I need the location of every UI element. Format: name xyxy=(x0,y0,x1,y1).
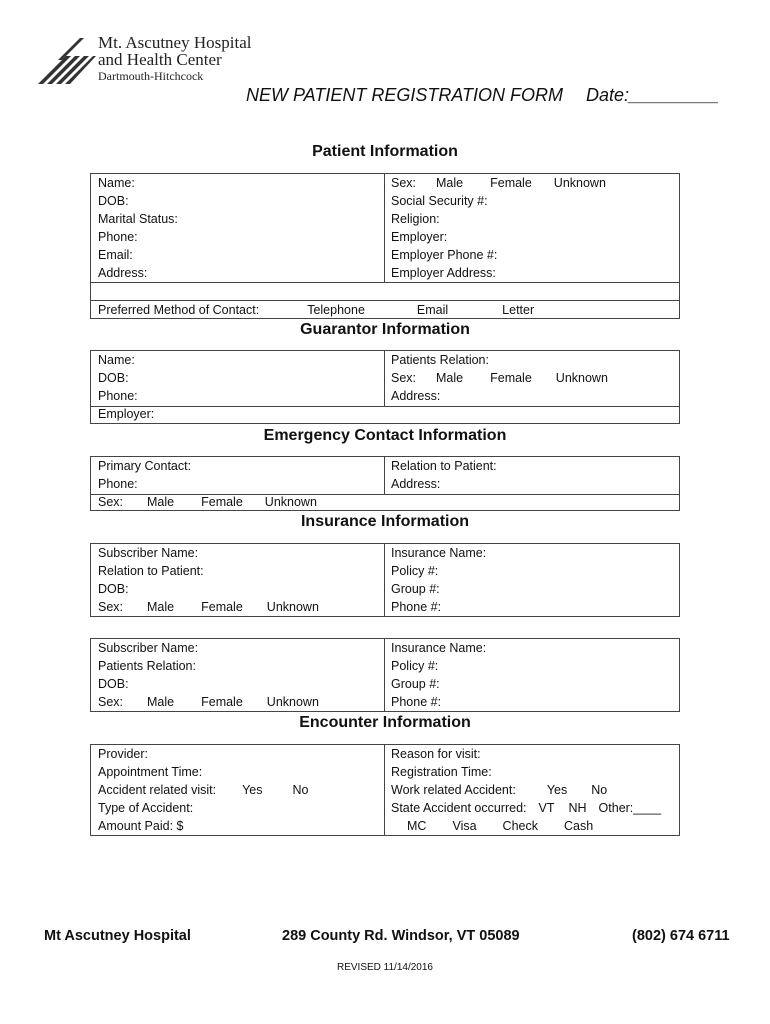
guarantor-name-field[interactable]: Name: xyxy=(98,353,135,367)
accident-type-field[interactable]: Type of Accident: xyxy=(98,801,194,815)
primary-group-field[interactable]: Group #: xyxy=(391,582,440,596)
emergency-section-title: Emergency Contact Information xyxy=(263,427,507,444)
work-related-row xyxy=(391,781,661,799)
pay-mc-option[interactable]: MC xyxy=(407,819,427,833)
primary-sex-row xyxy=(98,598,319,616)
emergency-phone-field[interactable]: Phone: xyxy=(98,477,138,491)
patient-phone-field[interactable]: Phone: xyxy=(98,230,138,244)
logo-line-1: Mt. Ascutney Hospital xyxy=(98,33,252,52)
patient-employer-phone-field[interactable]: Employer Phone #: xyxy=(391,248,498,262)
secondary-insurance-box xyxy=(90,638,680,712)
appointment-time-field[interactable]: Appointment Time: xyxy=(98,765,203,779)
encounter-info-box xyxy=(90,744,680,836)
state-other-field[interactable]: Other:____ xyxy=(598,801,662,815)
sex-female-option[interactable]: Female xyxy=(490,371,532,385)
work-related-label: Work related Accident: xyxy=(391,783,516,797)
work-no-option[interactable]: No xyxy=(591,783,608,797)
primary-dob-field[interactable]: DOB: xyxy=(98,582,129,596)
amount-paid-field[interactable]: Amount Paid: $ xyxy=(98,819,184,833)
encounter-section-title: Encounter Information xyxy=(299,714,471,731)
primary-subscriber-name-field[interactable]: Subscriber Name: xyxy=(98,546,199,560)
guarantor-info-box xyxy=(90,350,680,424)
secondary-sex-row xyxy=(98,693,319,711)
patient-religion-field[interactable]: Religion: xyxy=(391,212,440,226)
patient-name-field[interactable]: Name: xyxy=(98,176,135,190)
secondary-policy-field[interactable]: Policy #: xyxy=(391,659,439,673)
secondary-subscriber-name-field[interactable]: Subscriber Name: xyxy=(98,641,199,655)
pay-check-option[interactable]: Check xyxy=(502,819,538,833)
hospital-logo xyxy=(36,32,276,88)
patient-dob-field[interactable]: DOB: xyxy=(98,194,129,208)
footer-address: 289 County Rd. Windsor, VT 05089 xyxy=(282,928,520,944)
sex-unknown-option[interactable]: Unknown xyxy=(266,600,319,614)
row-divider xyxy=(91,282,679,283)
guarantor-relation-field[interactable]: Patients Relation: xyxy=(391,353,489,367)
sex-female-option[interactable]: Female xyxy=(201,495,243,509)
preferred-contact-row xyxy=(98,301,534,319)
primary-insurance-box xyxy=(90,543,680,617)
state-accident-row xyxy=(391,799,661,817)
emergency-relation-field[interactable]: Relation to Patient: xyxy=(391,459,497,473)
revision-date: REVISED 11/14/2016 xyxy=(337,962,433,973)
primary-policy-field[interactable]: Policy #: xyxy=(391,564,439,578)
sex-male-option[interactable]: Male xyxy=(436,176,464,190)
logo-stripes-icon xyxy=(36,36,96,88)
footer-phone: (802) 674 6711 xyxy=(632,928,730,944)
sex-label: Sex: xyxy=(98,495,124,509)
patient-sex-row xyxy=(391,174,606,192)
pay-visa-option[interactable]: Visa xyxy=(452,819,477,833)
reason-for-visit-field[interactable]: Reason for visit: xyxy=(391,747,481,761)
work-yes-option[interactable]: Yes xyxy=(546,783,568,797)
guarantor-phone-field[interactable]: Phone: xyxy=(98,389,138,403)
state-nh-option[interactable]: NH xyxy=(568,801,587,815)
sex-unknown-option[interactable]: Unknown xyxy=(555,371,608,385)
row-divider xyxy=(91,406,679,407)
guarantor-address-field[interactable]: Address: xyxy=(391,389,441,403)
patient-marital-field[interactable]: Marital Status: xyxy=(98,212,178,226)
sex-unknown-option[interactable]: Unknown xyxy=(266,695,319,709)
secondary-phone-field[interactable]: Phone #: xyxy=(391,695,442,709)
insurance-section-title: Insurance Information xyxy=(300,513,470,530)
secondary-group-field[interactable]: Group #: xyxy=(391,677,440,691)
footer-hospital-name: Mt Ascutney Hospital xyxy=(44,928,191,944)
sex-female-option[interactable]: Female xyxy=(490,176,532,190)
guarantor-sex-row xyxy=(391,369,608,387)
emergency-primary-contact-field[interactable]: Primary Contact: xyxy=(98,459,192,473)
patient-info-box xyxy=(90,173,680,319)
sex-label: Sex: xyxy=(98,600,124,614)
patient-ssn-field[interactable]: Social Security #: xyxy=(391,194,488,208)
payment-method-row xyxy=(391,817,661,835)
patient-employer-field[interactable]: Employer: xyxy=(391,230,448,244)
secondary-dob-field[interactable]: DOB: xyxy=(98,677,129,691)
sex-male-option[interactable]: Male xyxy=(436,371,464,385)
guarantor-section-title: Guarantor Information xyxy=(300,321,470,338)
preferred-contact-label: Preferred Method of Contact: xyxy=(98,303,260,317)
column-divider xyxy=(384,351,385,406)
column-divider xyxy=(384,745,385,835)
guarantor-employer-field[interactable]: Employer: xyxy=(98,407,155,421)
form-title: NEW PATIENT REGISTRATION FORM xyxy=(246,85,563,105)
sex-female-option[interactable]: Female xyxy=(201,600,243,614)
sex-unknown-option[interactable]: Unknown xyxy=(264,495,317,509)
pay-cash-option[interactable]: Cash xyxy=(563,819,594,833)
column-divider xyxy=(384,174,385,282)
emergency-sex-row xyxy=(98,493,317,511)
sex-male-option[interactable]: Male xyxy=(147,495,175,509)
sex-unknown-option[interactable]: Unknown xyxy=(553,176,606,190)
emergency-info-box xyxy=(90,456,680,511)
primary-phone-field[interactable]: Phone #: xyxy=(391,600,442,614)
registration-time-field[interactable]: Registration Time: xyxy=(391,765,492,779)
sex-label: Sex: xyxy=(391,176,417,190)
sex-female-option[interactable]: Female xyxy=(201,695,243,709)
accident-related-label: Accident related visit: xyxy=(98,783,217,797)
primary-insurance-name-field[interactable]: Insurance Name: xyxy=(391,546,487,560)
patient-section-title: Patient Information xyxy=(312,143,458,160)
state-accident-label: State Accident occurred: xyxy=(391,801,527,815)
patient-email-field[interactable]: Email: xyxy=(98,248,133,262)
sex-label: Sex: xyxy=(391,371,417,385)
emergency-address-field[interactable]: Address: xyxy=(391,477,441,491)
column-divider xyxy=(384,544,385,616)
accident-yes-option[interactable]: Yes xyxy=(242,783,263,797)
contact-telephone-option[interactable]: Telephone xyxy=(307,303,365,317)
patient-address-field[interactable]: Address: xyxy=(98,266,148,280)
state-vt-option[interactable]: VT xyxy=(538,801,555,815)
logo-line-3: Dartmouth-Hitchcock xyxy=(98,69,204,83)
provider-field[interactable]: Provider: xyxy=(98,747,149,761)
logo-line-2: and Health Center xyxy=(98,50,222,69)
guarantor-dob-field[interactable]: DOB: xyxy=(98,371,129,385)
accident-related-row xyxy=(98,781,309,799)
primary-relation-field[interactable]: Relation to Patient: xyxy=(98,564,204,578)
contact-letter-option[interactable]: Letter xyxy=(502,303,535,317)
accident-no-option[interactable]: No xyxy=(292,783,309,797)
column-divider xyxy=(384,639,385,711)
sex-label: Sex: xyxy=(98,695,124,709)
contact-email-option[interactable]: Email xyxy=(416,303,449,317)
date-field[interactable]: Date:_________ xyxy=(586,85,720,105)
column-divider xyxy=(384,457,385,494)
patient-employer-address-field[interactable]: Employer Address: xyxy=(391,266,496,280)
secondary-insurance-name-field[interactable]: Insurance Name: xyxy=(391,641,487,655)
secondary-relation-field[interactable]: Patients Relation: xyxy=(98,659,196,673)
sex-male-option[interactable]: Male xyxy=(147,600,175,614)
sex-male-option[interactable]: Male xyxy=(147,695,175,709)
